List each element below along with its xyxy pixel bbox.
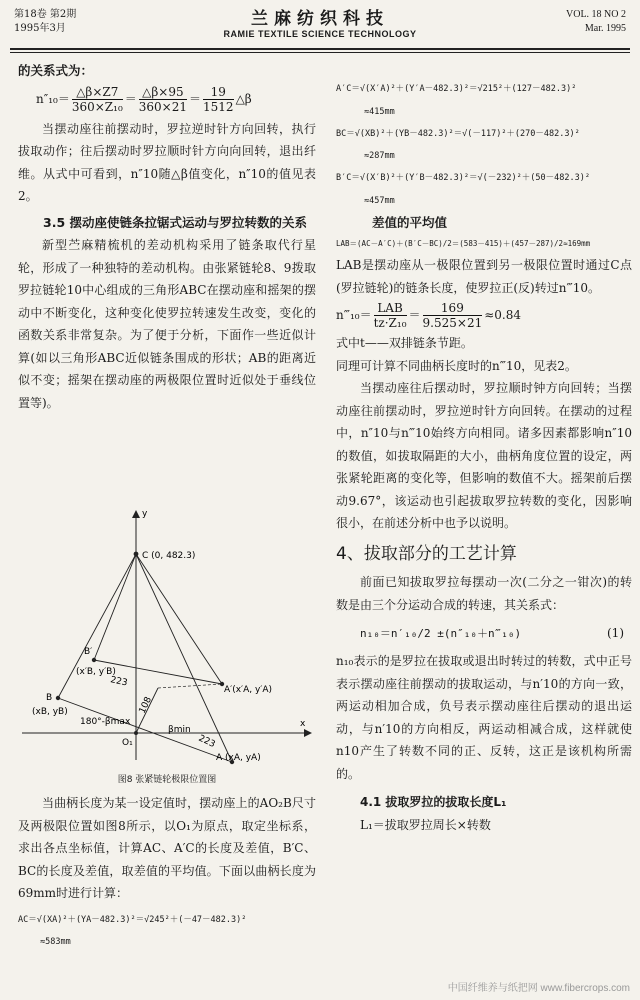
equation-bc-result: ≈287mm — [364, 151, 395, 161]
label-o1: O₁ — [122, 738, 133, 748]
average-difference-title: 差值的平均值 — [372, 214, 448, 230]
crank-dashed — [158, 684, 222, 688]
equation-lab: LAB＝(AC－A′C)＋(B′C－BC)/2＝(583－415)＋(457－287)/2≈169mm — [336, 239, 591, 248]
equation-1-body: n₁₀＝n′₁₀/2 ±(n″₁₀＋n‴₁₀) — [360, 627, 522, 640]
section-4-1-heading: 4.1 拔取罗拉的拔取长度L₁ — [360, 795, 507, 809]
label-length-223-lower: 223 — [196, 733, 217, 750]
label-b-prime-coord: (x′B, y′B) — [76, 667, 116, 677]
equation-n10-double-prime: n″₁₀＝ $\frac{\triangle\beta\times Z7}{\text{360×Z₁₀}}$ ＝ $\frac{\triangle\beta\times 95}{360\times 21}$ ＝ $\frac{19}{1512}$ △β — [36, 84, 252, 114]
paragraph-n10-meaning: n₁₀表示的是罗拉在拔取或退出时转过的转数，式中正号表示摆动座往前摆动的拔取运动，与n′10的方向一致，两运动相加合成，负号表示摆动座往后摆动的退出运动，与n′10的方向相反，两运动相减合成，这样就使n10产生了转数不同的正、反转，这正是该机构所需的。 — [336, 654, 632, 781]
paragraph-same-method: 同理可计算不同曲柄长度时的n‴10，见表2。 — [336, 358, 577, 373]
watermark: 中国纤维养与纸把网 www.fibercrops.com — [447, 983, 630, 994]
volume-en: VOL. 18 NO 2 — [566, 9, 626, 20]
left-column — [18, 60, 316, 414]
eq1-frac1: $\frac{\triangle\beta\times Z7}{\text{360×Z₁₀}}$ — [71, 84, 123, 114]
label-beta-min: βmin — [168, 725, 191, 735]
date-en: Mar. 1995 — [584, 23, 626, 34]
label-c: C (0, 482.3) — [142, 551, 196, 561]
paragraph-crank-length: 当曲柄长度为某一设定值时，摆动座上的AO₂B尺寸及两极限位置如图8所示，以O₁为原点，取定坐标系，求出各点坐标值，计算AC、A′C的长度及差值，B′C、BC的长度及差值，取差值的平均值。下面以曲柄长度为69mm时进行计算： — [18, 796, 316, 900]
equation-b-prime-c: B′C＝√(X′B)²＋(Y′B－482.3)²＝√(－232)²＋(50－482.3)² — [336, 173, 590, 183]
eq1-lhs: n″₁₀＝ — [36, 91, 70, 106]
equation-ac: AC＝√(XA)²＋(YA－482.3)²＝√245²＋(－47－482.3)² — [18, 914, 247, 925]
relation-intro: 的关系式为： — [18, 63, 94, 78]
equation-1 — [336, 620, 632, 646]
label-a-prime: A′(x′A, y′A) — [224, 685, 272, 695]
header-rule-thin — [10, 52, 630, 53]
equation-a-prime-c: A′C＝√(X′A)²＋(Y′A－482.3)²＝√215²＋(127－482.3)² — [336, 84, 577, 94]
figure-8-caption: 图8 张紧链轮极限位置图 — [117, 775, 217, 785]
equation-b-prime-c-result: ≈457mm — [364, 195, 395, 206]
eq2-frac1: $\frac{\text{LAB}}{\text{tz·Z₁₀}}$ — [373, 301, 407, 330]
eq2-frac2: $\frac{169}{9.525\times 21}$ — [422, 301, 483, 330]
label-x: x — [300, 719, 306, 729]
eq1-frac3: $\frac{19}{1512}$ — [203, 84, 234, 114]
eq2-lhs: n‴₁₀＝ — [336, 308, 372, 322]
line-c-a-prime — [136, 554, 222, 684]
equation-n10-triple-prime: n‴₁₀＝ $\frac{\text{LAB}}{\text{tz·Z₁₀}}$ ＝ $\frac{169}{9.525\times 21}$ ≈0.84 — [336, 301, 521, 330]
paragraph-differential-mechanism: 新型苎麻精梳机的差动机构采用了链条取代行星轮，形成了一种独特的差动机构。由张紧链轮8、9拨取罗拉链轮10中心组成的三角形ABC在摆动座和摇架的摆动中不断变化，这种变化使罗拉转速发生改变，变化的函数关系非常复杂。为了便于分析，下面作一些近似计算(如以三角形ABC近似链条围成的形状；AB的距离近似不变；摇架在摆动座的两极限位置时近似处于垂线位置等)。 — [18, 238, 316, 410]
label-length-223-upper: 223 — [109, 675, 129, 689]
equation-bc: BC＝√(XB)²＋(YB－482.3)²＝√(－117)²＋(270－482.3)² — [336, 128, 580, 139]
equation-ac-result: ≈583mm — [40, 937, 71, 947]
section-3-5-heading: 3.5 摆动座使链条拉锯式运动与罗拉转数的关系 — [43, 214, 307, 230]
figure-8-diagram — [18, 508, 316, 766]
journal-title-cn: 兰麻纺织科技 — [251, 9, 389, 29]
paragraph-t-definition: 式中t——双排链条节距。 — [336, 336, 473, 350]
paragraph-lab: LAB是摆动座从一极限位置到另一极限位置时通过C点(罗拉链轮)的链条长度，使罗拉正(反)转过n‴10。 — [336, 258, 632, 295]
line-c-b-prime — [94, 554, 136, 660]
header-right — [566, 8, 626, 36]
paragraph-known-rotation: 前面已知拔取罗拉每摆动一次(二分之一钳次)的转数是由三个分运动合成的转速，其关系式： — [336, 575, 632, 612]
label-b-prime: B′ — [84, 647, 93, 657]
eq1-frac2: $\frac{\triangle\beta\times 95}{360\times 21}$ — [138, 84, 188, 114]
label-a: A (xA, yA) — [216, 753, 261, 763]
point-o1 — [134, 731, 138, 735]
equation-1-number: (1) — [607, 626, 624, 640]
paragraph-swing-direction: 当摆动座往前摆动时，罗拉逆时针方向回转，执行拔取动作；往后摆动时罗拉顺时针方向向回转，退出纤维。从式中可看到，n″10随△β值变化，n″10的值见表2。 — [18, 121, 316, 203]
equation-a-prime-c-result: ≈415mm — [364, 106, 395, 117]
date-cn: 1995年3月 — [14, 23, 66, 34]
point-c — [134, 552, 139, 557]
journal-title-en: RAMIE TEXTILE SCIENCE TECHNOLOGY — [223, 29, 417, 39]
left-column-lower — [18, 792, 316, 954]
section-4-heading: 4、拔取部分的工艺计算 — [336, 543, 517, 564]
label-b: B — [46, 693, 53, 703]
paragraph-l1-formula: L₁＝拔取罗拉周长×转数 — [360, 817, 491, 832]
point-b-prime — [92, 658, 96, 662]
journal-title — [0, 4, 640, 39]
right-column — [336, 78, 632, 836]
y-axis-arrow — [132, 510, 140, 518]
volume-cn: 第18卷 第2期 — [14, 9, 77, 20]
x-axis-arrow — [304, 729, 312, 737]
label-y: y — [142, 509, 148, 519]
header-rule-thick — [10, 48, 630, 50]
point-b — [56, 696, 60, 700]
label-beta-max: 180°-βmax — [80, 717, 131, 727]
label-length-108: 108 — [137, 695, 154, 716]
paragraph-swing-back: 当摆动座往后摆动时，罗拉顺时钟方向回转；当摆动座往前摆动时，罗拉逆时针方向回转。在摆动的过程中，n″10与n‴10始终方向相同。诸多因素都影响n″10的数值，如拔取隔距的大小，曲柄角度位置的设定，两张紧轮距离的变化等，但影响的数值不大。摇架前后摆动9.67°，该运动也引起拔取罗拉转数的变化，因影响很小，在前述分析中也予以说明。 — [336, 381, 632, 530]
label-b-coord: (xB, yB) — [32, 707, 68, 717]
